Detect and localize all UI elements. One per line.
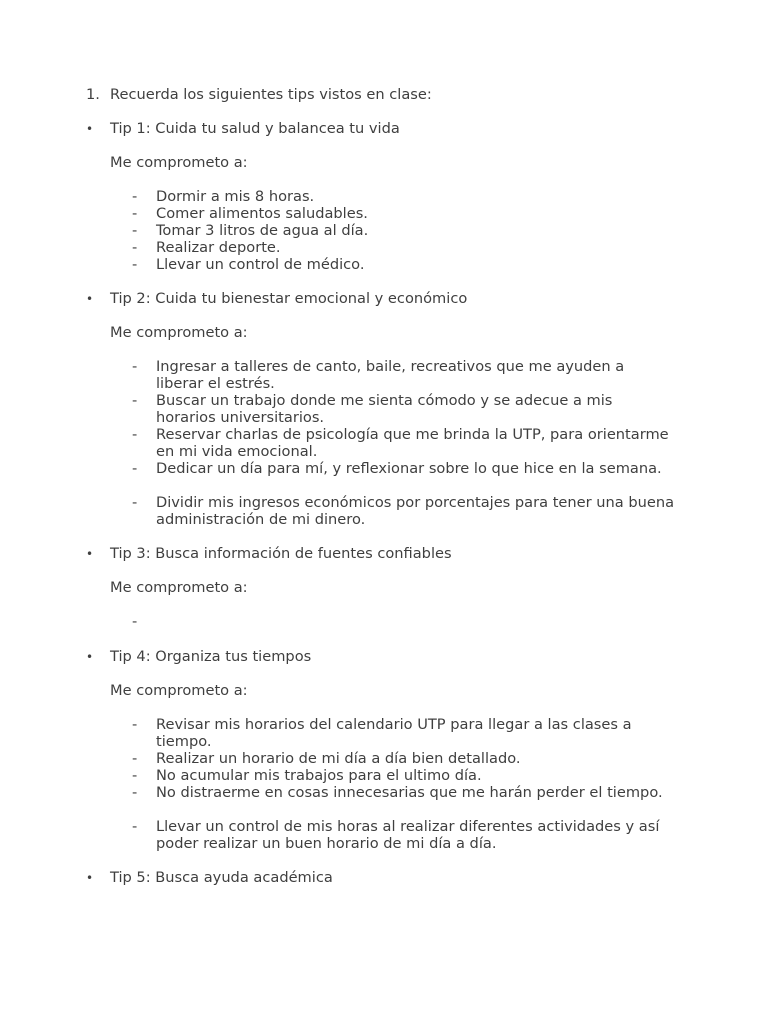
- tip-4-commit: Me comprometo a:: [110, 682, 248, 699]
- tip-4-item: No distraerme en cosas innecesarias que me harán perder el tiempo.: [156, 784, 663, 801]
- tip-4-item: Llevar un control de mis horas al realizar diferentes actividades y así poder realizar un buen horario de mi día a día.: [156, 818, 660, 852]
- tip-1-item: Comer alimentos saludables.: [156, 205, 368, 222]
- bullet-icon: •: [86, 122, 94, 136]
- tip-1-item: Tomar 3 litros de agua al día.: [156, 222, 369, 239]
- intro-text: Recuerda los siguientes tips vistos en clase:: [110, 86, 432, 103]
- dash-marker: -: [132, 392, 138, 409]
- tip-1-commit: Me comprometo a:: [110, 154, 248, 171]
- dash-marker: -: [132, 239, 138, 256]
- tip-1-item: Llevar un control de médico.: [156, 256, 365, 273]
- tip-1-item: Realizar deporte.: [156, 239, 281, 256]
- tip-3-title: Tip 3: Busca información de fuentes confiables: [110, 545, 452, 562]
- dash-marker: -: [132, 784, 138, 801]
- bullet-icon: •: [86, 547, 94, 561]
- tip-4-item: Realizar un horario de mi día a día bien detallado.: [156, 750, 521, 767]
- dash-marker: -: [132, 222, 138, 239]
- tip-4-item: Revisar mis horarios del calendario UTP para llegar a las clases a tiempo.: [156, 716, 632, 750]
- tip-2-item: Dedicar un día para mí, y reflexionar sobre lo que hice en la semana.: [156, 460, 662, 477]
- tip-5-title: Tip 5: Busca ayuda académica: [110, 869, 333, 886]
- tip-2-item: Buscar un trabajo donde me sienta cómodo y se adecue a mis horarios universitarios.: [156, 392, 613, 426]
- dash-marker: -: [132, 358, 138, 375]
- tip-2-commit: Me comprometo a:: [110, 324, 248, 341]
- tip-3-commit: Me comprometo a:: [110, 579, 248, 596]
- tip-4-item: No acumular mis trabajos para el ultimo día.: [156, 767, 482, 784]
- tip-1-title: Tip 1: Cuida tu salud y balancea tu vida: [110, 120, 400, 137]
- bullet-icon: •: [86, 650, 94, 664]
- dash-marker: -: [132, 205, 138, 222]
- list-number: 1.: [86, 86, 100, 103]
- dash-marker: -: [132, 188, 138, 205]
- tip-2-item: Reservar charlas de psicología que me brinda la UTP, para orientarme en mi vida emocional.: [156, 426, 669, 460]
- tip-2-item: Dividir mis ingresos económicos por porcentajes para tener una buena administración de mi dinero.: [156, 494, 675, 528]
- dash-marker: -: [132, 750, 138, 767]
- bullet-icon: •: [86, 871, 94, 885]
- dash-marker: -: [132, 426, 138, 443]
- dash-marker: -: [132, 716, 138, 733]
- tip-2-item: Ingresar a talleres de canto, baile, recreativos que me ayuden a liberar el estrés.: [156, 358, 625, 392]
- tip-2-title: Tip 2: Cuida tu bienestar emocional y económico: [110, 290, 468, 307]
- tip-1-item: Dormir a mis 8 horas.: [156, 188, 315, 205]
- dash-marker: -: [132, 494, 138, 511]
- tip-4-title: Tip 4: Organiza tus tiempos: [110, 648, 312, 665]
- dash-marker: -: [132, 818, 138, 835]
- dash-marker: -: [132, 256, 138, 273]
- dash-marker: -: [132, 460, 138, 477]
- bullet-icon: •: [86, 292, 94, 306]
- dash-marker: -: [132, 767, 138, 784]
- dash-marker: -: [132, 613, 138, 630]
